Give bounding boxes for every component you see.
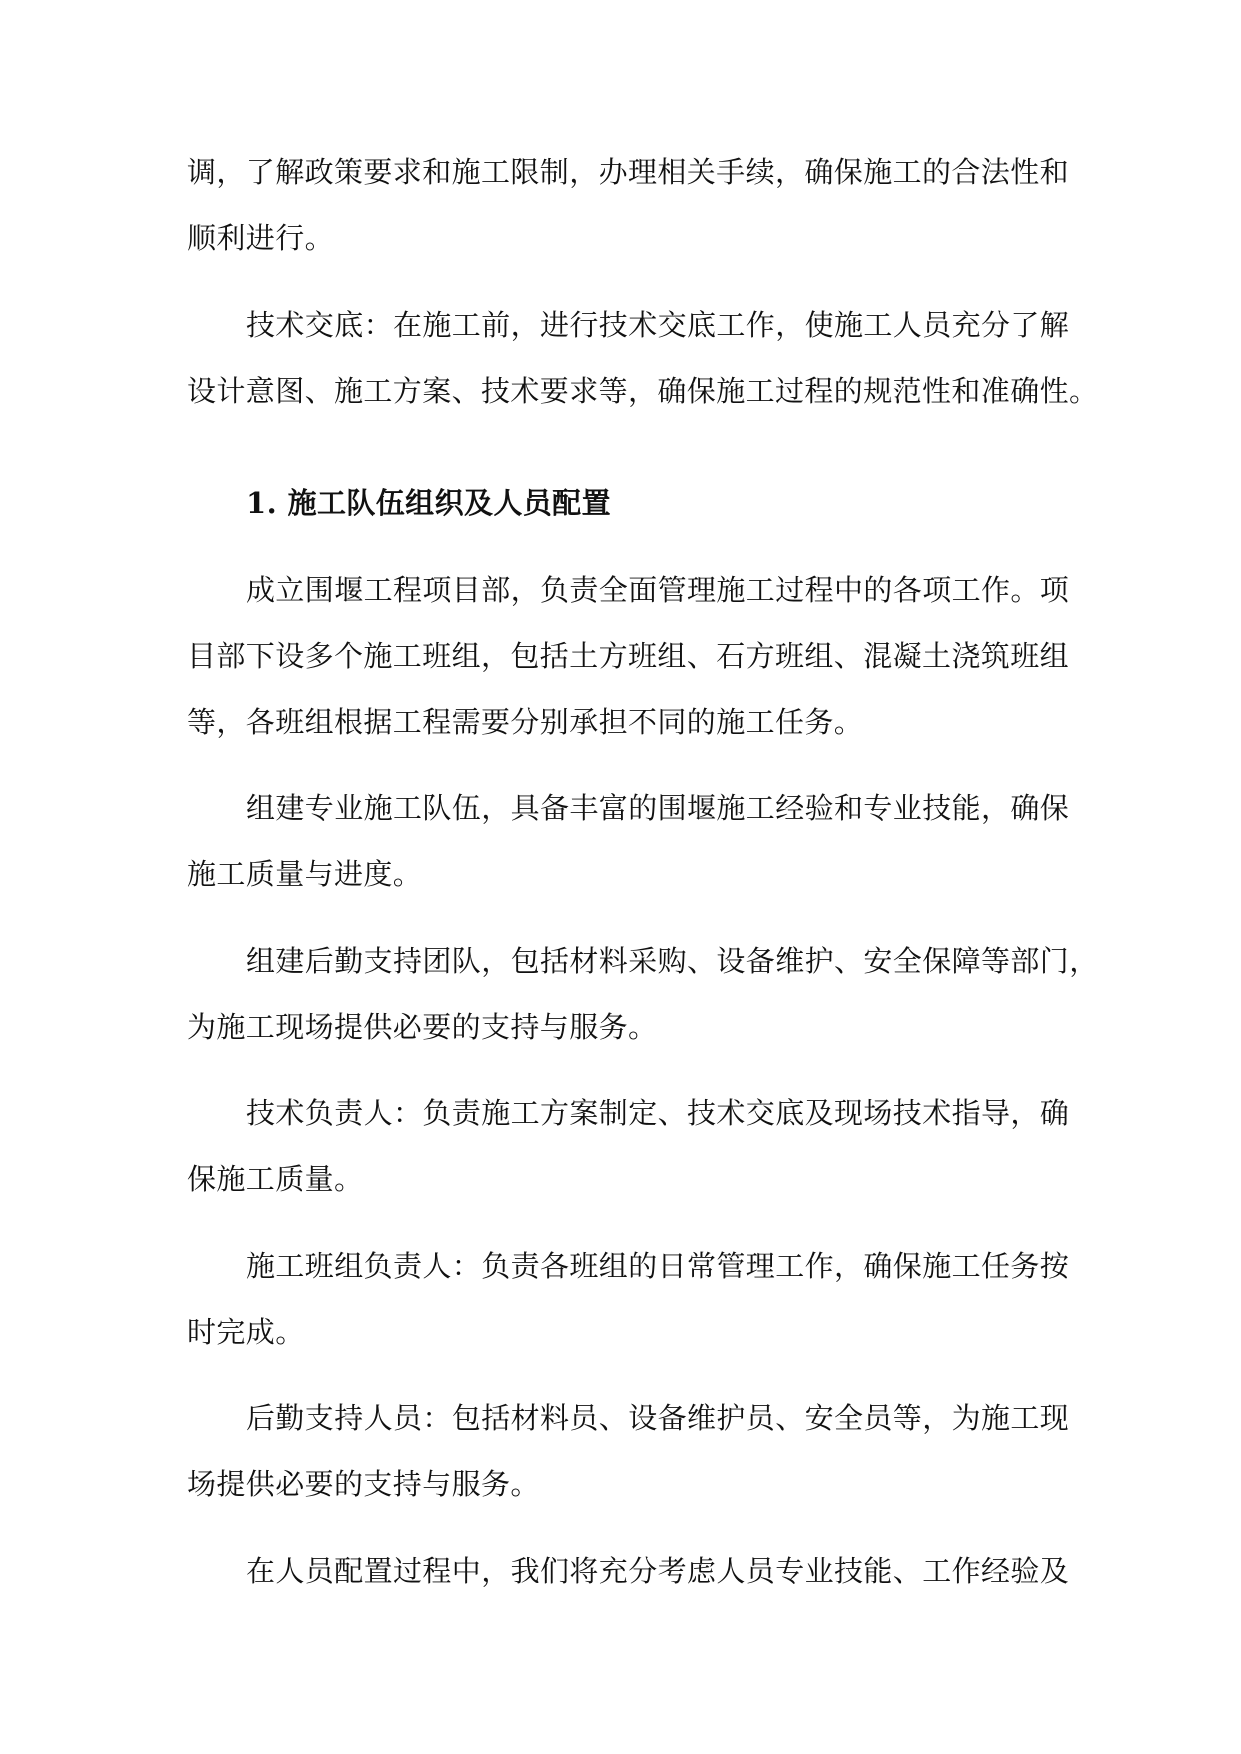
text-line: 场提供必要的支持与服务。 [187,1467,540,1501]
text-line: 时完成。 [187,1315,305,1349]
text-line: 为施工现场提供必要的支持与服务。 [187,1010,658,1044]
text-line: 调，了解政策要求和施工限制，办理相关手续，确保施工的合法性和 [187,155,1070,189]
text-line: 等，各班组根据工程需要分别承担不同的施工任务。 [187,705,864,739]
text-line: 技术交底：在施工前，进行技术交底工作，使施工人员充分了解 [246,308,1070,342]
text-line: 保施工质量。 [187,1162,364,1196]
text-line: 顺利进行。 [187,221,335,255]
text-line: 目部下设多个施工班组，包括土方班组、石方班组、混凝土浇筑班组 [187,639,1070,673]
text-line: 组建后勤支持团队，包括材料采购、设备维护、安全保障等部门， [246,944,1099,978]
text-line: 施工班组负责人：负责各班组的日常管理工作，确保施工任务按 [246,1249,1070,1283]
text-line: 施工质量与进度。 [187,857,423,891]
section-heading: 1. 施工队伍组织及人员配置 [246,486,611,520]
text-line: 成立围堰工程项目部，负责全面管理施工过程中的各项工作。项 [246,573,1070,607]
text-line: 设计意图、施工方案、技术要求等，确保施工过程的规范性和准确性。 [187,374,1099,408]
text-line: 技术负责人：负责施工方案制定、技术交底及现场技术指导，确 [246,1096,1070,1130]
text-line: 在人员配置过程中，我们将充分考虑人员专业技能、工作经验及 [246,1554,1070,1588]
text-line: 组建专业施工队伍，具备丰富的围堰施工经验和专业技能，确保 [246,791,1070,825]
text-line: 后勤支持人员：包括材料员、设备维护员、安全员等，为施工现 [246,1401,1070,1435]
